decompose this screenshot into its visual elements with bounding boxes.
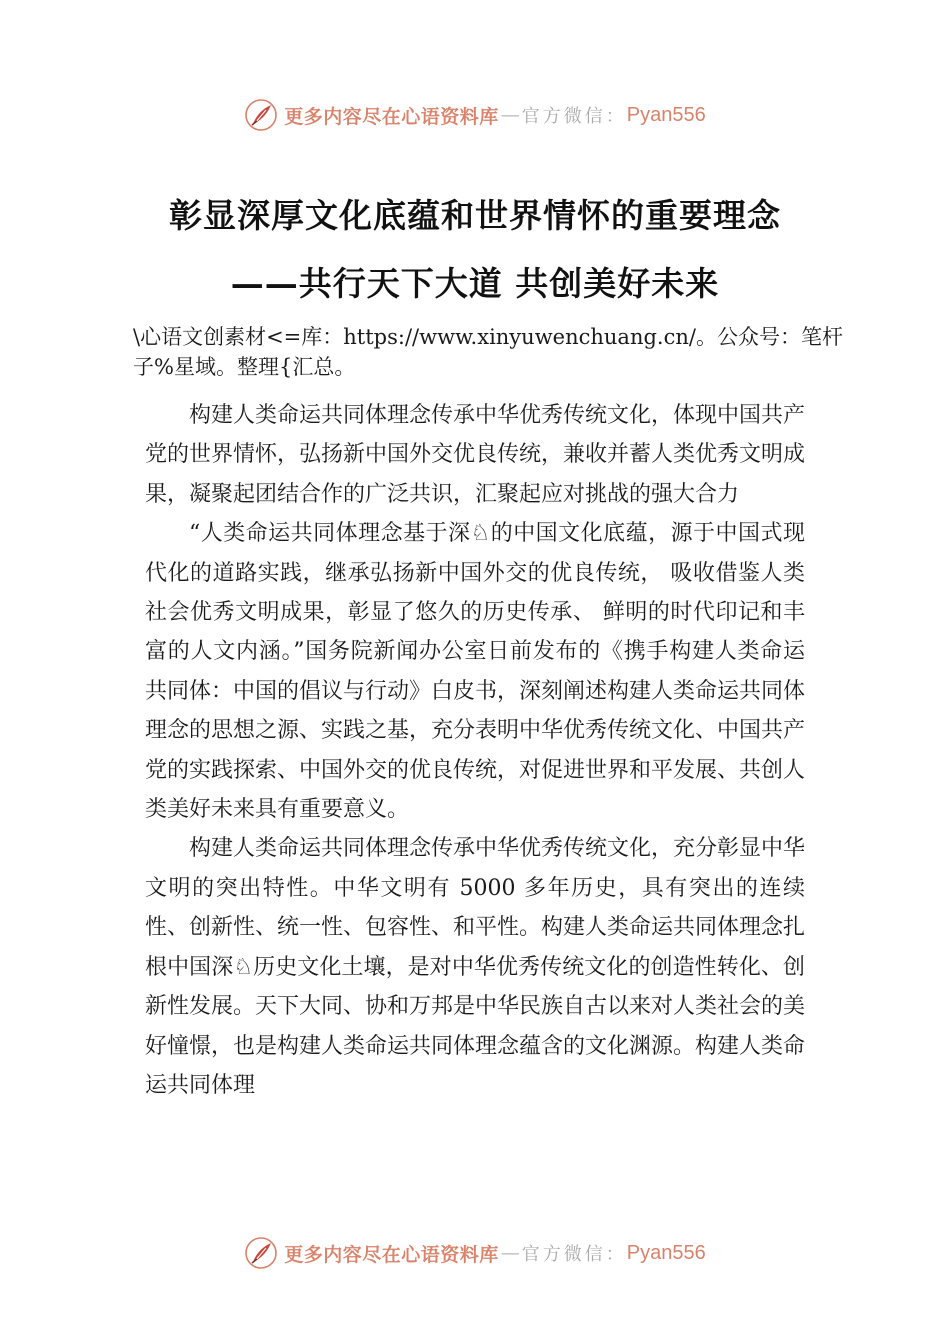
- feather-pen-logo-icon: [244, 98, 278, 132]
- document-body: [145, 396, 805, 1105]
- feather-pen-logo-icon: [244, 1236, 278, 1270]
- paragraph: 构建人类命运共同体理念传承中华优秀传统文化，体现中国共产党的世界情怀，弘扬新中国外交优良传统，兼收并蓄人类优秀文明成果，凝聚起团结合作的广泛共识，汇聚起应对挑战的强大合力: [145, 403, 806, 507]
- header-banner: [0, 93, 950, 137]
- banner-separator: —: [500, 104, 520, 126]
- brand-name: 更多内容尽在心语资料库: [284, 105, 499, 128]
- brand-name: 更多内容尽在心语资料库: [284, 1243, 499, 1266]
- footer-banner: [0, 1231, 950, 1275]
- wechat-label: 官方微信：: [521, 106, 627, 127]
- wechat-id: Pyan556: [626, 1241, 706, 1264]
- wechat-id: Pyan556: [626, 103, 706, 126]
- wechat-label: 官方微信：: [521, 1244, 627, 1265]
- paragraph: 构建人类命运共同体理念传承中华优秀传统文化，充分彰显中华文明的突出特性。中华文明有 5000 多年历史，具有突出的连续性、创新性、统一性、包容性、和平性。构建人类命运共同体理念扎根中国深♘历史文化土壤，是对中华优秀传统文化的创造性转化、创新性发展。天下大同、协和万邦是中华民族自古以来对人类社会的美好憧憬，也是构建人类命运共同体理念蕴含的文化渊源。构建人类命运共同体理: [145, 836, 806, 1098]
- paragraph: “人类命运共同体理念基于深♘的中国文化底蕴，源于中国式现代化的道路实践，继承弘扬新中国外交的优良传统， 吸收借鉴人类社会优秀文明成果，彰显了悠久的历史传承、 鲜明的时代印记和丰富的人文内涵。”国务院新闻办公室日前发布的《携手构建人类命运共同体：中国的倡议与行动》白皮书，深刻阐述构建人类命运共同体理念的思想之源、实践之基，充分表明中华优秀传统文化、中国共产党的实践探索、中国外交的优良传统，对促进世界和平发展、共创人类美好未来具有重要意义。: [145, 521, 806, 823]
- document-title: 彰显深厚文化底蕴和世界情怀的重要理念: [169, 196, 781, 235]
- banner-separator: —: [500, 1242, 520, 1264]
- document-subtitle: ——共行天下大道 共创美好未来: [230, 264, 720, 303]
- source-notice: \心语文创素材<=库：https://www.xinyuwenchuang.cn/。公众号：笔杆子%星域。整理{汇总。: [133, 325, 843, 379]
